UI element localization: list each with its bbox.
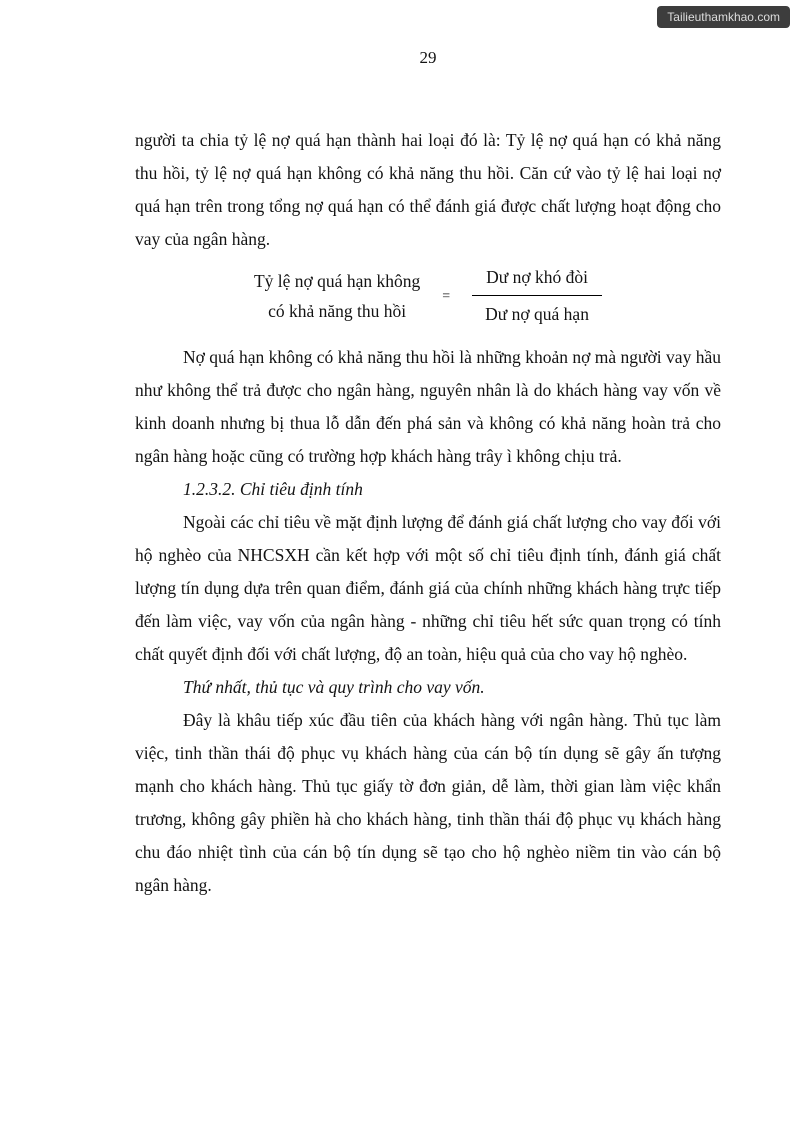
paragraph-no-qua-han: Nợ quá hạn không có khả năng thu hồi là những khoản nợ mà người vay hầu như không thể trả được cho ngân hàng, nguyên nhân là do khách hàng vay vốn về kinh doanh nhưng bị thua lỗ dẫn đến phá sản và không có khả năng hoàn trả cho ngân hàng hoặc cũng có trường hợp khách hàng trây ì không chịu trả. bbox=[135, 347, 721, 466]
fraction bbox=[472, 262, 602, 329]
heading-thu-nhat: Thứ nhất, thủ tục và quy trình cho vay vốn. bbox=[183, 677, 485, 697]
formula-left-line2: có khả năng thu hồi bbox=[268, 300, 407, 321]
heading-1-2-3-2: 1.2.3.2. Chỉ tiêu định tính bbox=[183, 479, 363, 499]
formula-left-side bbox=[254, 266, 420, 326]
watermark-text: Tailieuthamkhao.com bbox=[667, 10, 780, 24]
watermark-badge bbox=[657, 6, 790, 28]
fraction-denominator: Dư nợ quá hạn bbox=[485, 304, 589, 324]
page-number: 29 bbox=[419, 48, 437, 67]
paragraph-continuation: người ta chia tỷ lệ nợ quá hạn thành hai loại đó là: Tỷ lệ nợ quá hạn có khả năng thu hồi, tỷ lệ nợ quá hạn không có khả năng thu hồi. Căn cứ vào tỷ lệ hai loại nợ quá hạn trên trong tổng nợ quá hạn có thể đánh giá được chất lượng hoạt động cho vay của ngân hàng. bbox=[135, 130, 721, 249]
formula-left-line1: Tỷ lệ nợ quá hạn không bbox=[253, 270, 421, 291]
paragraph-chi-tieu-dinh-tinh: Ngoài các chỉ tiêu về mặt định lượng để đánh giá chất lượng cho vay đối với hộ nghèo của NHCSXH cần kết hợp với một số chỉ tiêu định tính, đánh giá chất lượng tín dụng dựa trên quan điểm, đánh giá của chính những khách hàng trực tiếp đến làm việc, vay vốn của ngân hàng - những chỉ tiêu hết sức quan trọng có tính chất quyết định đối với chất lượng, độ an toàn, hiệu quả của cho vay hộ nghèo. bbox=[135, 512, 721, 664]
equals-sign: = bbox=[442, 288, 451, 304]
page-content bbox=[135, 124, 721, 902]
ratio-formula bbox=[135, 262, 721, 329]
paragraph-thu-tuc: Đây là khâu tiếp xúc đầu tiên của khách hàng với ngân hàng. Thủ tục làm việc, tinh thần thái độ phục vụ khách hàng của cán bộ tín dụng sẽ gây ấn tượng mạnh cho khách hàng. Thủ tục giấy tờ đơn giản, dễ làm, thời gian làm việc khẩn trương, không gây phiền hà cho khách hàng, tinh thần thái độ phục vụ khách hàng chu đáo nhiệt tình của cán bộ tín dụng sẽ tạo cho hộ nghèo niềm tin vào cán bộ ngân hàng. bbox=[135, 710, 721, 895]
fraction-numerator: Dư nợ khó đòi bbox=[472, 262, 602, 296]
